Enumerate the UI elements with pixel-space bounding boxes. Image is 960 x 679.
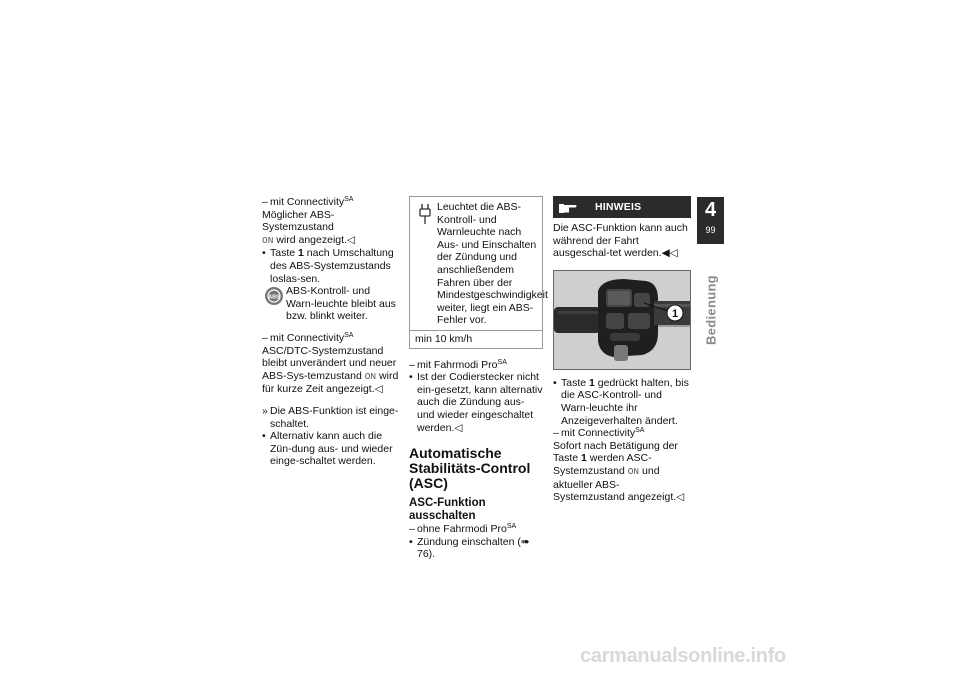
code-plug-icon [418,203,432,225]
abs-status-text: Möglicher ABS-Systemzustand ON wird angezeigt.◁ [262,208,356,246]
svg-text:ABS: ABS [268,294,280,301]
bullet-release-button: • Taste 1 nach Umschaltung des ABS-Systemzustands loslas-sen. [262,247,400,285]
section-label-vertical: Bedienung [703,275,719,345]
handlebar-switch-illustration [554,271,691,370]
asc-dtc-status-text: ASC/DTC-Systemzustand bleibt unverändert und neuer ABS-Sys-temzustand ON wird für kurze Zeit angezeigt.◁ [262,344,399,396]
bullet-code-plug: • Ist der Codierstecker nicht ein-gesetzt, kann alternativ auch die Zündung aus- und wieder eingeschaltet werden.◁ [409,371,543,434]
page-reference-arrow-icon: ➠ [520,535,530,548]
abs-warning-light-note: ABS ABS-Kontroll- und Warn-leuchte bleibt aus bzw. blinkt weiter. [262,285,400,323]
column-middle [409,196,548,561]
watermark: carmanualsonline.info [580,645,786,667]
condition-no-fahrmodi-pro: – ohne Fahrmodi Pro$^{SA}$ [409,523,543,536]
bullet-ignition-alternative: • Alternativ kann auch die Zün-dung aus- und wieder einge-schaltet werden. [262,430,400,468]
hinweis-text: Die ASC-Funktion kann auch während der Fahrt ausgeschal-tet werden.◀◁ [553,222,688,260]
column-left [262,196,400,468]
pointing-hand-icon [559,200,577,214]
condition-connectivity-2: – mit Connectivity$^{SA}$ [262,332,400,345]
abs-warning-light-icon [264,286,284,306]
abs-fault-warning-box [409,196,548,331]
chapter-number: 4 [704,199,717,221]
chapter-tab [697,197,724,244]
min-speed-row: min 10 km/h [409,331,543,349]
result-abs-on: » Die ABS-Funktion ist einge-schaltet. [262,405,400,430]
photo-callout-1: 1 [671,307,679,320]
section-heading-asc: Automatische Stabilitäts-Control (ASC) [409,445,531,492]
handlebar-switch-photo [553,270,691,370]
condition-connectivity-1: – mit Connectivity$^{SA}$ [262,196,400,209]
asc-status-display-text: Sofort nach Betätigung der Taste 1 werden ASC-Systemzustand ON und aktueller ABS-Systemzustand angezeigt.◁ [553,439,685,504]
hinweis-header: HINWEIS [553,196,691,218]
bullet-ignition-on: • Zündung einschalten (➠ 76). [409,536,543,561]
condition-connectivity-3: – mit Connectivity$^{SA}$ [553,427,691,440]
abs-fault-warning: Leuchtet die ABS-Kontroll- und Warnleuchte nach Aus- und Einschalten der Zündung und anschließendem Fahren über der Mindestgeschwindigkeit weiter, liegt ein ABS-Fehler vor. [415,201,537,327]
condition-fahrmodi-pro: – mit Fahrmodi Pro$^{SA}$ [409,359,543,372]
bullet-hold-button: • Taste 1 gedrückt halten, bis die ASC-Kontroll- und Warn-leuchte ihr Anzeigeverhalten ändert. [553,377,691,427]
page-number: 99 [705,225,716,235]
subheading-asc-off: ASC-Funktion ausschalten [409,497,486,523]
column-right [553,196,691,504]
